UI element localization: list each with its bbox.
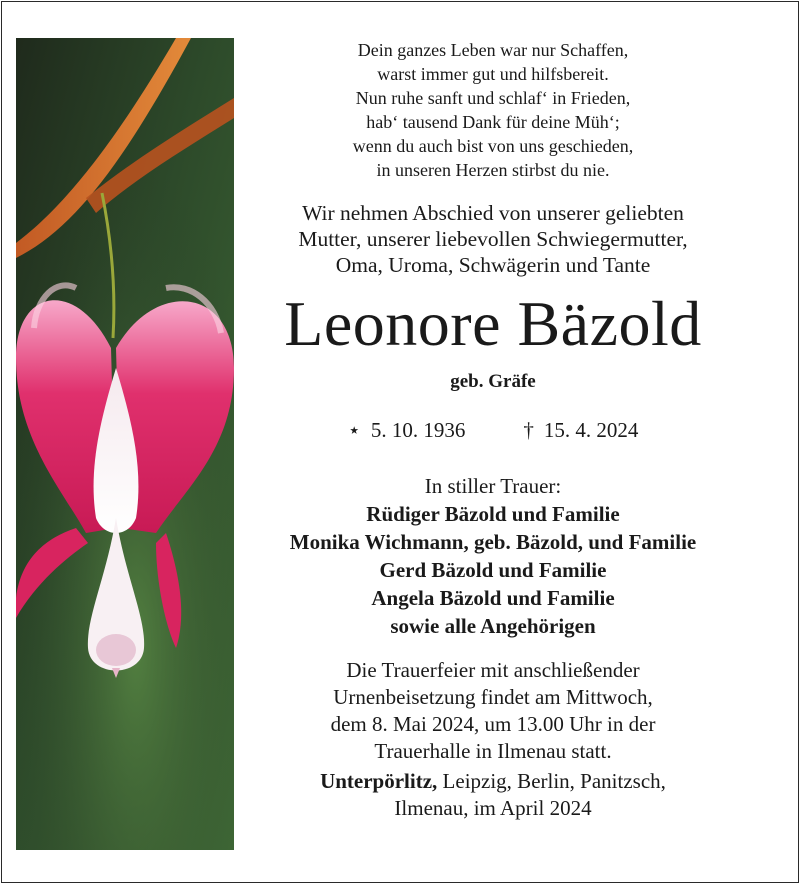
ceremony-line: dem 8. Mai 2024, um 13.00 Uhr in der [330, 712, 656, 736]
intro-line: Mutter, unserer liebevollen Schwiegermutter, [298, 227, 688, 251]
cross-icon: † [523, 418, 534, 442]
memorial-poem [238, 38, 748, 182]
place-bold: Unterpörlitz, [320, 769, 438, 793]
poem-line: hab‘ tausend Dank für deine Müh‘; [366, 112, 620, 132]
obituary-text [238, 38, 748, 822]
intro-line: Wir nehmen Abschied von unserer geliebten [302, 201, 684, 225]
mourner-line: Monika Wichmann, geb. Bäzold, und Familie [289, 530, 697, 554]
farewell-intro [238, 200, 748, 278]
birth-name: geb. Gräfe [450, 371, 536, 392]
poem-line: Nun ruhe sanft und schlaf‘ in Frieden, [355, 88, 631, 108]
life-dates [238, 416, 748, 444]
mourning-intro: In stiller Trauer: [424, 474, 562, 498]
death-date: 15. 4. 2024 [543, 418, 639, 442]
deceased-name: Leonore Bäzold [284, 288, 702, 359]
poem-line: warst immer gut und hilfsbereit. [377, 64, 609, 84]
birth-date: 5. 10. 1936 [370, 418, 466, 442]
mourner-line: sowie alle Angehörigen [390, 614, 596, 638]
mourner-line: Angela Bäzold und Familie [371, 586, 615, 610]
ceremony-line: Die Trauerfeier mit anschließender [346, 658, 640, 682]
ceremony-info [238, 657, 748, 765]
intro-line: Oma, Uroma, Schwägerin und Tante [335, 253, 651, 277]
mourners-list [238, 500, 748, 640]
mourner-line: Gerd Bäzold und Familie [379, 558, 607, 582]
star-icon: ⋆ [347, 418, 361, 442]
place-date-line: Ilmenau, im April 2024 [394, 796, 592, 820]
poem-line: in unseren Herzen stirbst du nie. [376, 160, 610, 180]
place-and-date [238, 768, 748, 822]
poem-line: wenn du auch bist von uns geschieden, [352, 136, 634, 156]
ceremony-line: Trauerhalle in Ilmenau statt. [374, 739, 612, 763]
mourner-line: Rüdiger Bäzold und Familie [366, 502, 620, 526]
places-line [238, 768, 748, 795]
death-date-block [523, 416, 638, 444]
places-rest: Leipzig, Berlin, Panitzsch, [437, 769, 666, 793]
poem-line: Dein ganzes Leben war nur Schaffen, [357, 40, 629, 60]
birth-date-block [348, 416, 466, 444]
ceremony-line: Urnenbeisetzung findet am Mittwoch, [333, 685, 653, 709]
obituary-notice [1, 1, 799, 883]
bleeding-heart-flower-image [16, 38, 234, 850]
